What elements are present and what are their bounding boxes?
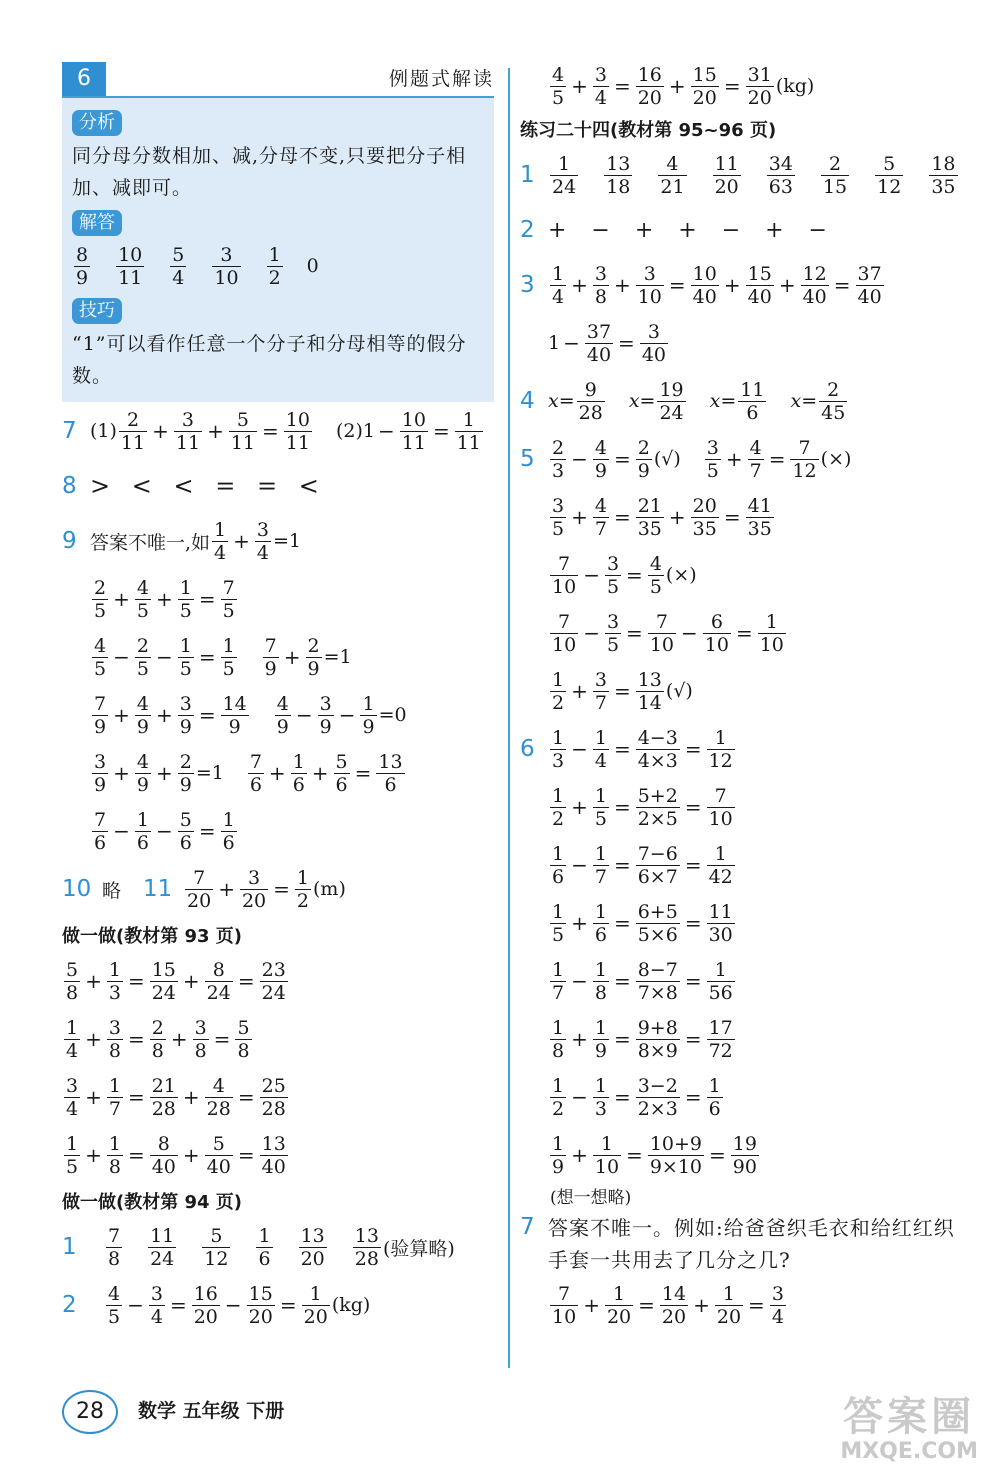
fraction: $\frac{5}{4}$ [172,243,185,289]
cross-mark: (×) [820,448,852,470]
q10-answer: 略 [102,879,122,902]
part-label: (2)1 [335,420,375,442]
equation-row: $\frac{2}{5}$ + $\frac{4}{5}$ + $\frac{1}{5}$ = $\frac{7}{5}$ [94,576,235,622]
check-note: (验算略) [382,1237,455,1260]
section-94-title: 做一做(教材第 94 页) [62,1192,243,1213]
section-number: 6 [62,62,106,96]
r-q3-row: 3 $\frac{1}{4}$ + $\frac{3}{8}$ + $\frac{3}{10}$ = $\frac{10}{40}$ + $\frac{15}{40}$ + $\frac{12}{40}$ = $\frac{37}{40}$ [520,262,882,308]
question-number: 3 [520,272,535,298]
equation-row: $\frac{1}{7}$ − $\frac{1}{8}$ = $\frac{8-7}{7\times 8}$ = $\frac{1}{56}$ [552,958,733,1004]
answer-tail: 0 [306,255,319,277]
s94-q1-row: 1 $\frac{7}{8}$ $\frac{11}{24}$ $\frac{5}{12}$ $\frac{1}{6}$ $\frac{13}{20}$ $\frac{13}{28}$ (验算略) [62,1224,455,1270]
left-column [62,62,494,1334]
watermark-url: MXQE.COM [840,1439,978,1464]
question-number: 2 [62,1292,77,1318]
r-q7-row [520,1212,980,1276]
r-q7-text: 答案不唯一。例如:给爸爸织毛衣和给红红织手套一共用去了几分之几? [548,1216,955,1272]
equals-one: =1 [273,530,302,552]
question-number: 1 [520,162,535,188]
answer-row [72,240,486,292]
page-footer [62,1390,482,1440]
question-number: 5 [520,446,535,472]
check-mark: (√) [665,680,693,702]
equation-row: $\frac{1}{5}$ + $\frac{1}{8}$ = $\frac{8}{40}$ + $\frac{5}{40}$ = $\frac{13}{40}$ [66,1132,286,1178]
equation-row: $\frac{7}{9}$ + $\frac{4}{9}$ + $\frac{3}{9}$ = $\frac{14}{9}$ $\frac{4}{9}$ − $\frac{3}{9}$ − $\frac{1}{9}$ =0 [94,692,407,738]
question-number: 2 [520,217,535,243]
equation-row: $\frac{3}{5}$ + $\frac{4}{7}$ = $\frac{21}{35}$ + $\frac{20}{35}$ = $\frac{41}{35}$ [552,494,772,540]
fraction: $\frac{8}{9}$ [76,243,89,289]
equation-row: $\frac{7}{10}$ − $\frac{3}{5}$ = $\frac{4}{5}$ (×) [552,552,697,598]
equation-row: $\frac{1}{2}$ + $\frac{1}{5}$ = $\frac{5+2}{2\times 5}$ = $\frac{7}{10}$ [552,784,733,830]
r-q2-row [520,204,980,256]
tip-tag: 技巧 [72,298,122,324]
question-number: 10 [62,876,92,902]
part-label: (1) [90,420,117,442]
s94-q2-row: 2 $\frac{4}{5}$ − $\frac{3}{4}$ = $\frac{16}{20}$ − $\frac{15}{20}$ = $\frac{1}{20}$ (kg) [62,1282,371,1328]
analysis-tag: 分析 [72,110,122,136]
equation-row: $\frac{3}{9}$ + $\frac{4}{9}$ + $\frac{2}{9}$ =1 $\frac{7}{6}$ + $\frac{1}{6}$ + $\frac{5}{6}$ = $\frac{13}{6}$ [94,750,403,796]
fraction: $\frac{1}{2}$ [268,243,281,289]
equation-row: $\frac{4}{5}$ − $\frac{2}{5}$ − $\frac{1}{5}$ = $\frac{1}{5}$ $\frac{7}{9}$ + $\frac{2}{9}$ =1 [94,634,352,680]
equation-row: $\frac{4}{5}$ + $\frac{3}{4}$ = $\frac{16}{20}$ + $\frac{15}{20}$ = $\frac{31}{20}$ (kg) [552,63,815,109]
equation-row: $\frac{1}{9}$ + $\frac{1}{10}$ = $\frac{10+9}{9\times 10}$ = $\frac{19}{90}$ [552,1132,757,1178]
question-number: 7 [62,418,77,444]
equation-row: $\frac{7}{10}$ − $\frac{3}{5}$ = $\frac{7}{10}$ − $\frac{6}{10}$ = $\frac{1}{10}$ [552,610,784,656]
question-number: 1 [62,1234,77,1260]
section-24-title: 练习二十四(教材第 95~96 页) [520,120,777,141]
question-number: 8 [62,473,77,499]
unit: (m) [313,878,346,900]
unit: (kg) [775,75,815,97]
watermark-logo [840,1395,978,1465]
page-number: 28 [62,1390,118,1434]
question-number: 7 [520,1214,535,1240]
analysis-text: 同分母分数相加、减,分母不变,只要把分子相加、减即可。 [72,145,467,199]
r-q5-row: 5 $\frac{2}{3}$ − $\frac{4}{9}$ = $\frac{2}{9}$ (√) $\frac{3}{5}$ + $\frac{4}{7}$ = $\frac{7}{12}$ (×) [520,436,852,482]
q8-row [62,460,494,512]
question-number: 9 [62,528,77,554]
equation-row: $\frac{1}{6}$ − $\frac{1}{7}$ = $\frac{7-6}{6\times 7}$ = $\frac{1}{42}$ [552,842,733,888]
equation-row: 1 − $\frac{37}{40}$ = $\frac{3}{40}$ [548,320,666,366]
think-note: (想一想略) [550,1188,632,1208]
fraction: $\frac{3}{10}$ [214,243,239,289]
q10-q11-row: 10 略 11 $\frac{7}{20}$ + $\frac{3}{20}$ = $\frac{1}{2}$ (m) [62,866,346,912]
equation-row: $\frac{3}{4}$ + $\frac{1}{7}$ = $\frac{21}{28}$ + $\frac{4}{28}$ = $\frac{25}{28}$ [66,1074,286,1120]
r-q2-answer: + − + + − + − [548,217,827,243]
column-divider [508,68,510,1368]
equation-row: $\frac{1}{4}$ + $\frac{3}{8}$ = $\frac{2}{8}$ + $\frac{3}{8}$ = $\frac{5}{8}$ [66,1016,250,1062]
section-header [62,62,494,98]
r-q4-row: 4 x= $\frac{9}{28}$ x= $\frac{19}{24}$ x= $\frac{11}{6}$ x= $\frac{2}{45}$ [520,378,846,424]
r-q6-row: 6 $\frac{1}{3}$ − $\frac{1}{4}$ = $\frac{4-3}{4\times 3}$ = $\frac{1}{12}$ [520,726,733,772]
unit: (kg) [331,1294,371,1316]
tip-text: “1”可以看作任意一个分子和分母相等的假分数。 [72,333,467,387]
section-93-title: 做一做(教材第 93 页) [62,926,243,947]
example-box [62,98,494,402]
r-q1-row: 1 $\frac{1}{24}$ $\frac{13}{18}$ $\frac{4}{21}$ $\frac{11}{20}$ $\frac{34}{63}$ $\frac{2}{15}$ $\frac{5}{12}$ $\frac{18}{35}$ [520,152,956,198]
question-number: 6 [520,736,535,762]
answer-tag: 解答 [72,210,122,236]
book-title: 数学 五年级 下册 [138,1400,285,1422]
equation-row: $\frac{1}{8}$ + $\frac{1}{9}$ = $\frac{9+8}{8\times 9}$ = $\frac{17}{72}$ [552,1016,733,1062]
equation-row: $\frac{5}{8}$ + $\frac{1}{3}$ = $\frac{15}{24}$ + $\frac{8}{24}$ = $\frac{23}{24}$ [66,958,286,1004]
equation-row: $\frac{1}{5}$ + $\frac{1}{6}$ = $\frac{6+5}{5\times 6}$ = $\frac{11}{30}$ [552,900,733,946]
question-number: 11 [143,876,173,902]
fraction: $\frac{10}{11}$ [118,243,143,289]
question-number: 4 [520,388,535,414]
q8-answer: > < < = = < [90,472,319,500]
check-mark: (√) [653,448,681,470]
q9-row: 9 答案不唯一,如 $\frac{1}{4}$ + $\frac{3}{4}$ =1 [62,518,302,564]
cross-mark: (×) [665,564,697,586]
right-column [520,60,980,1334]
q7-row: 7 (1) $\frac{2}{11}$ + $\frac{3}{11}$ + $\frac{5}{11}$ = $\frac{10}{11}$ (2)1 − $\frac{10}{11}$ = $\frac{1}{11}$ [62,408,481,454]
equation-row: $\frac{7}{10}$ + $\frac{1}{20}$ = $\frac{14}{20}$ + $\frac{1}{20}$ = $\frac{3}{4}$ [552,1282,784,1328]
q9-intro: 答案不唯一,如 [90,531,211,554]
section-title: 例题式解读 [388,68,494,90]
equation-row: $\frac{1}{2}$ − $\frac{1}{3}$ = $\frac{3-2}{2\times 3}$ = $\frac{1}{6}$ [552,1074,721,1120]
equation-row: $\frac{1}{2}$ + $\frac{3}{7}$ = $\frac{13}{14}$ (√) [552,668,693,714]
watermark-text: 答案圈 [843,1394,976,1440]
equation-row: $\frac{7}{6}$ − $\frac{1}{6}$ − $\frac{5}{6}$ = $\frac{1}{6}$ [94,808,235,854]
